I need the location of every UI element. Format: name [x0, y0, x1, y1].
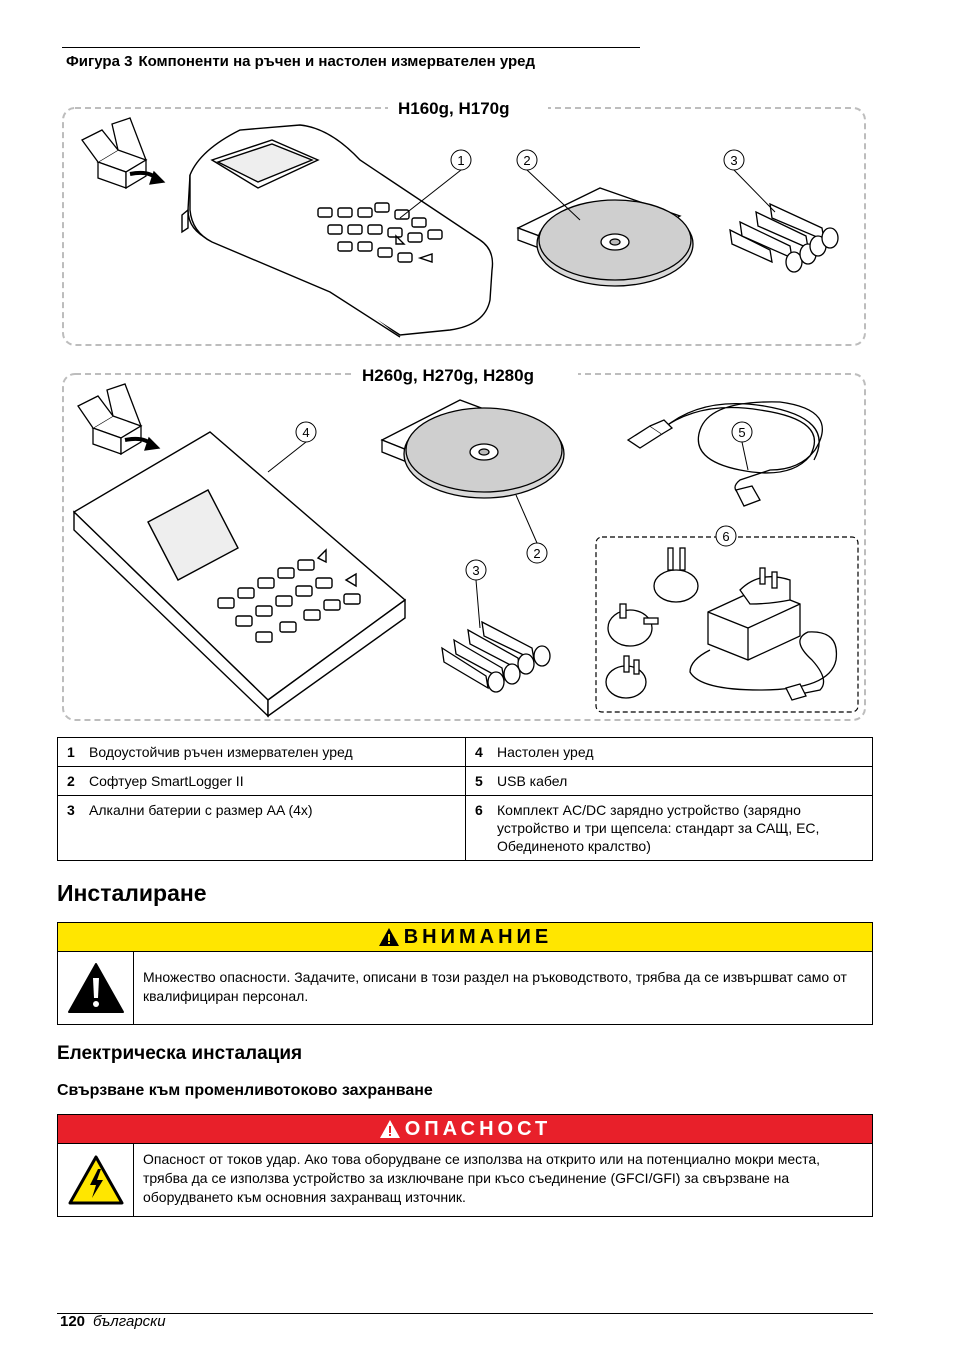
table-row: 1 Водоустойчив ръчен измервателен уред 4 Настолен уред	[58, 738, 873, 767]
svg-text:5: 5	[738, 425, 746, 440]
exclamation-triangle-icon	[67, 962, 125, 1014]
danger-label: ОПАСНОСТ	[404, 1117, 552, 1140]
charger-kit-drawing	[606, 548, 836, 700]
figure-number: Фигура 3	[66, 53, 133, 70]
caution-bar	[58, 923, 872, 952]
footer-rule	[57, 1313, 873, 1314]
warning-icon	[379, 1119, 401, 1139]
page-footer	[60, 1313, 166, 1330]
unbox-icon	[78, 384, 159, 454]
page-number: 120	[60, 1313, 86, 1330]
warning-icon	[378, 927, 400, 947]
svg-text:1: 1	[457, 153, 465, 168]
caution-label: ВНИМАНИЕ	[403, 925, 553, 948]
group-1-title: H160g, H170g	[398, 99, 510, 118]
electrical-hazard-icon	[67, 1154, 125, 1206]
figure-legend-table	[57, 737, 873, 861]
svg-text:3: 3	[730, 153, 738, 168]
footer-language: български	[93, 1313, 166, 1330]
figure-title: Компоненти на ръчен и настолен измервателен уред	[138, 53, 536, 70]
svg-text:6: 6	[722, 529, 730, 544]
cd-software-drawing	[382, 400, 564, 498]
subsubsection-title: Свързване към променливотоково захранване	[57, 1082, 433, 1099]
svg-text:4: 4	[302, 425, 310, 440]
unbox-icon	[82, 118, 164, 188]
subsection-title: Електрическа инсталация	[57, 1043, 303, 1064]
danger-bar	[58, 1115, 872, 1144]
usb-cable-drawing	[628, 402, 822, 506]
danger-text: Опасност от токов удар. Ако това оборудване се използва на открито или на потенциално мокри места, трябва да се използва устройство за изключване при късо съединение (GFCI/GFI) за свързване на оборудването към основния захранващ източник.	[143, 1151, 821, 1205]
svg-text:3: 3	[472, 563, 480, 578]
section-title: Инсталиране	[57, 880, 207, 906]
benchtop-meter-drawing	[74, 432, 405, 716]
caution-text: Множество опасности. Задачите, описани в този раздел на ръководството, трябва да се извършват само от квалифициран персонал.	[143, 969, 847, 1004]
table-row: 2 Софтуер SmartLogger II 5 USB кабел	[58, 767, 873, 796]
svg-text:2: 2	[533, 546, 541, 561]
table-row: 3 Алкални батерии с размер AA (4x) 6 Комплект AC/DC зарядно устройство (зарядно устройство и три щепсела: стандарт за САЩ, ЕС, Обединеното кралство)	[58, 796, 873, 861]
cd-software-drawing	[518, 188, 693, 286]
batteries-drawing	[442, 622, 550, 692]
danger-notice	[57, 1114, 873, 1217]
group-2-title: H260g, H270g, H280g	[362, 366, 534, 385]
batteries-drawing	[730, 204, 838, 272]
svg-text:2: 2	[523, 153, 531, 168]
handheld-meter-drawing	[182, 125, 493, 337]
caution-notice	[57, 922, 873, 1025]
